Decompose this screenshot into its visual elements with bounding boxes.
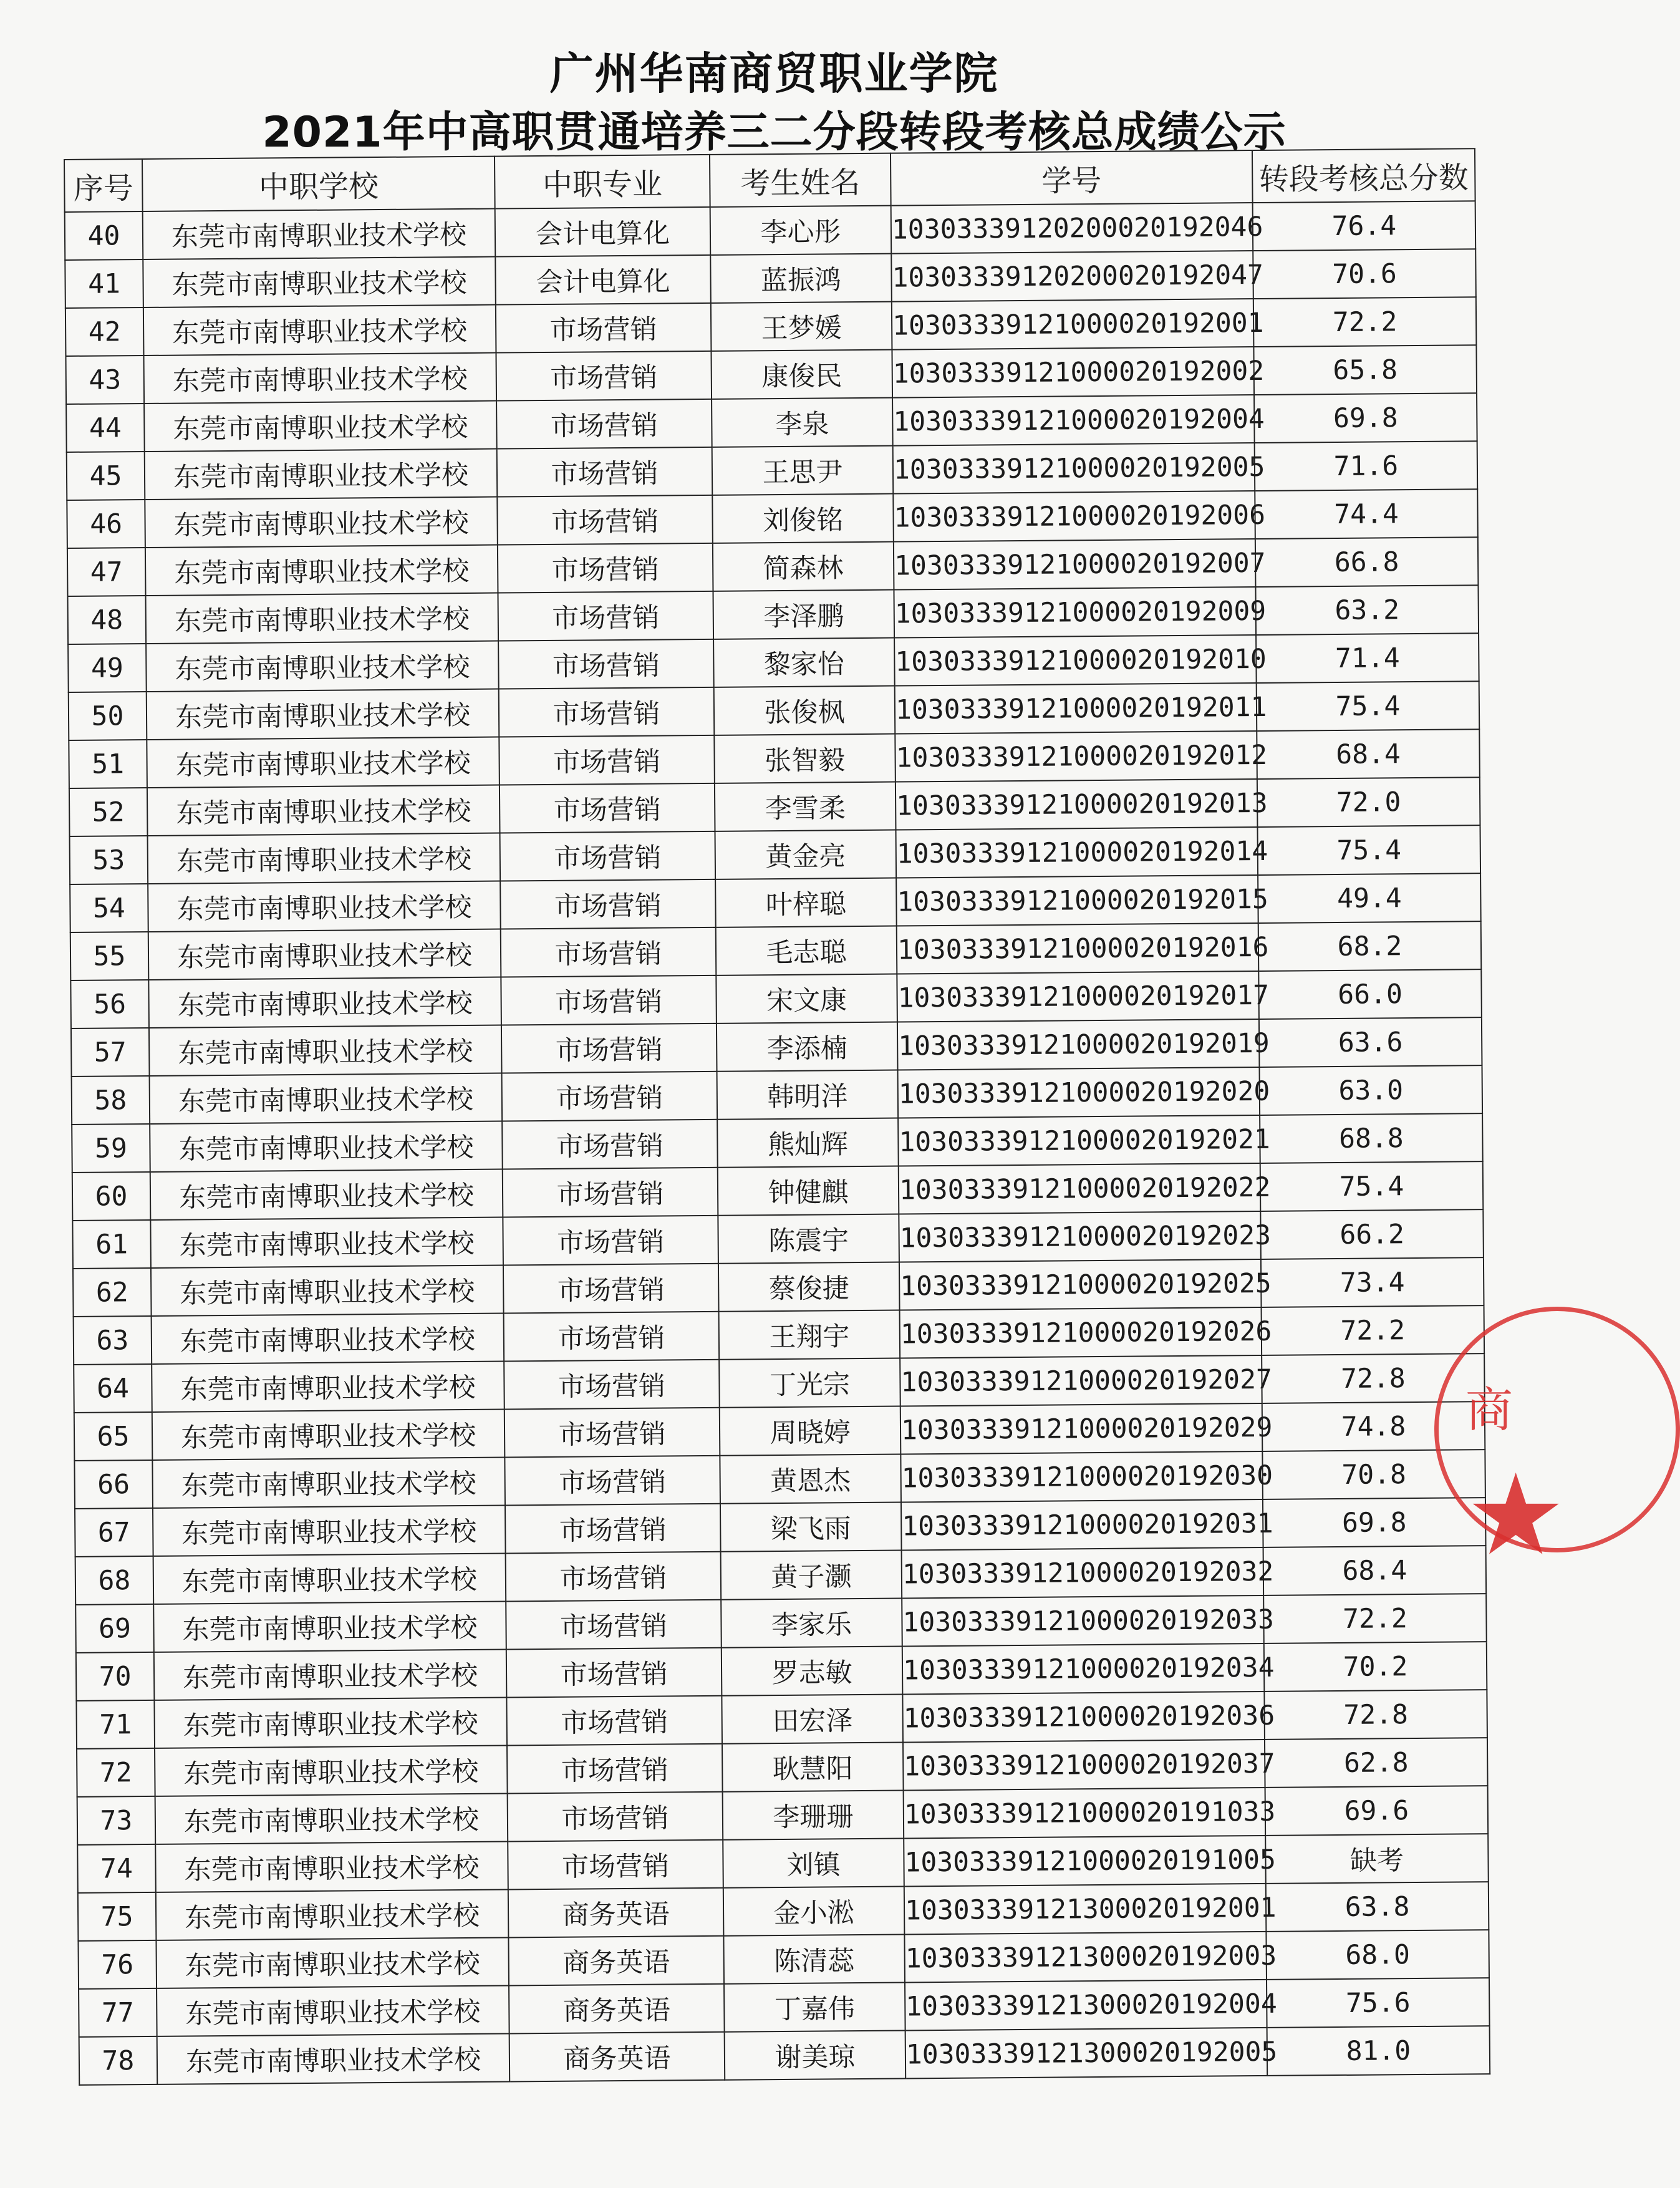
- cell-score: 68.8: [1260, 1113, 1483, 1163]
- header-major: 中职专业: [495, 155, 710, 209]
- cell-name: 谢美琼: [725, 2030, 906, 2079]
- cell-seq: 64: [74, 1364, 152, 1413]
- cell-score: 73.4: [1261, 1257, 1484, 1307]
- cell-school: 东莞市南博职业技术学校: [151, 1266, 504, 1316]
- cell-major: 市场营销: [503, 1264, 719, 1314]
- cell-student-id: 10303339121000020192005: [893, 443, 1255, 494]
- cell-school: 东莞市南博职业技术学校: [145, 449, 498, 500]
- cell-student-id: 10303339121000020192002: [892, 347, 1254, 398]
- cell-school: 东莞市南博职业技术学校: [156, 1937, 509, 1988]
- cell-name: 康俊民: [711, 350, 892, 399]
- cell-score: 63.2: [1255, 585, 1479, 635]
- cell-student-id: 10303339121300020192003: [904, 1932, 1267, 1983]
- cell-name: 刘俊铭: [712, 494, 894, 543]
- cell-name: 陈清蕊: [723, 1934, 905, 1983]
- cell-seq: 41: [65, 259, 143, 308]
- cell-school: 东莞市南博职业技术学校: [148, 881, 501, 932]
- cell-major: 市场营销: [501, 927, 717, 977]
- cell-seq: 54: [70, 884, 148, 932]
- cell-school: 东莞市南博职业技术学校: [152, 1410, 505, 1460]
- cell-name: 王翔宇: [719, 1310, 900, 1360]
- cell-seq: 49: [68, 644, 147, 692]
- cell-school: 东莞市南博职业技术学校: [148, 977, 501, 1028]
- cell-school: 东莞市南博职业技术学校: [143, 305, 496, 356]
- cell-score: 76.4: [1253, 201, 1476, 251]
- cell-score: 68.0: [1266, 1930, 1489, 1980]
- header-total-score: 转段考核总分数: [1252, 148, 1475, 203]
- cell-seq: 58: [72, 1076, 150, 1125]
- cell-score: 81.0: [1267, 2026, 1490, 2076]
- cell-name: 梁飞雨: [720, 1503, 902, 1552]
- cell-name: 陈震宇: [718, 1214, 899, 1264]
- cell-score: 66.2: [1260, 1209, 1484, 1259]
- cell-seq: 78: [79, 2036, 158, 2085]
- cell-score: 72.8: [1262, 1353, 1485, 1403]
- cell-school: 东莞市南博职业技术学校: [149, 1025, 502, 1076]
- cell-major: 市场营销: [496, 303, 712, 353]
- seal-text: 商: [1465, 1382, 1513, 1438]
- cell-score: 70.8: [1262, 1450, 1485, 1499]
- cell-school: 东莞市南博职业技术学校: [145, 545, 498, 596]
- cell-major: 市场营销: [497, 447, 713, 497]
- cell-name: 黎家怡: [713, 638, 895, 687]
- cell-major: 会计电算化: [495, 207, 711, 257]
- header-name: 考生姓名: [710, 153, 891, 207]
- cell-major: 市场营销: [498, 639, 714, 689]
- cell-major: 市场营销: [500, 783, 715, 833]
- cell-school: 东莞市南博职业技术学校: [153, 1554, 506, 1604]
- cell-school: 东莞市南博职业技术学校: [147, 737, 500, 788]
- cell-student-id: 10303339121000020192027: [900, 1355, 1262, 1406]
- cell-school: 东莞市南博职业技术学校: [153, 1602, 506, 1652]
- cell-seq: 43: [65, 356, 144, 404]
- cell-score: 72.2: [1263, 1594, 1487, 1643]
- cell-score: 63.0: [1259, 1065, 1482, 1115]
- cell-score: 70.6: [1253, 249, 1476, 299]
- cell-student-id: 10303339121000020192032: [902, 1547, 1264, 1599]
- cell-seq: 55: [70, 932, 149, 980]
- cell-major: 市场营销: [499, 735, 715, 785]
- cell-score: 72.0: [1257, 777, 1480, 827]
- cell-major: 市场营销: [496, 399, 712, 449]
- cell-seq: 45: [67, 452, 145, 500]
- cell-school: 东莞市南博职业技术学校: [150, 1169, 503, 1220]
- cell-student-id: 10303339121000020192004: [892, 395, 1255, 446]
- cell-student-id: 10303339121000020192023: [899, 1211, 1261, 1262]
- cell-student-id: 10303339121300020192001: [904, 1884, 1267, 1935]
- cell-student-id: 10303339121000020192020: [898, 1067, 1260, 1118]
- cell-name: 罗志敏: [722, 1647, 903, 1696]
- cell-school: 东莞市南博职业技术学校: [157, 1985, 509, 2036]
- cell-student-id: 10303339121000020192001: [892, 299, 1254, 350]
- header-student-id: 学号: [891, 150, 1253, 206]
- cell-score: 75.4: [1257, 681, 1480, 731]
- cell-school: 东莞市南博职业技术学校: [154, 1649, 507, 1700]
- cell-student-id: 10303339121000020192021: [898, 1115, 1260, 1166]
- header-seq: 序号: [64, 159, 143, 212]
- cell-score: 62.8: [1265, 1738, 1488, 1788]
- cell-student-id: 10303339121000020192036: [902, 1692, 1265, 1743]
- cell-school: 东莞市南博职业技术学校: [145, 497, 498, 548]
- cell-seq: 57: [71, 1028, 150, 1077]
- cell-major: 市场营销: [503, 1168, 718, 1217]
- cell-seq: 53: [70, 836, 148, 884]
- cell-name: 李家乐: [721, 1599, 902, 1648]
- cell-seq: 65: [74, 1412, 153, 1461]
- cell-score: 69.6: [1265, 1786, 1489, 1836]
- cell-score: 缺考: [1265, 1834, 1489, 1884]
- cell-student-id: 10303339121000020192022: [899, 1163, 1261, 1214]
- cell-score: 63.6: [1259, 1017, 1482, 1067]
- cell-school: 东莞市南博职业技术学校: [147, 689, 500, 740]
- cell-major: 市场营销: [500, 831, 716, 881]
- cell-school: 东莞市南博职业技术学校: [152, 1458, 505, 1508]
- cell-school: 东莞市南博职业技术学校: [144, 401, 497, 452]
- cell-major: 商务英语: [509, 2032, 725, 2082]
- cell-name: 黄金亮: [715, 830, 896, 879]
- cell-name: 刘镇: [723, 1839, 904, 1888]
- cell-seq: 59: [72, 1124, 150, 1173]
- cell-major: 商务英语: [508, 1888, 724, 1938]
- cell-name: 李珊珊: [723, 1791, 904, 1840]
- cell-student-id: 10303339121000020192030: [900, 1451, 1263, 1503]
- cell-seq: 77: [79, 1988, 157, 2037]
- cell-student-id: 10303339121000020192026: [900, 1307, 1262, 1358]
- cell-seq: 56: [70, 980, 149, 1029]
- cell-student-id: 10303339121000020192015: [896, 875, 1258, 926]
- cell-student-id: 10303339121000020192009: [894, 587, 1256, 638]
- cell-major: 市场营销: [506, 1696, 722, 1746]
- cell-school: 东莞市南博职业技术学校: [143, 353, 496, 404]
- cell-seq: 74: [77, 1844, 156, 1893]
- cell-student-id: 10303339121000020192037: [903, 1740, 1265, 1791]
- cell-major: 市场营销: [504, 1456, 720, 1506]
- cell-seq: 63: [74, 1316, 152, 1365]
- cell-score: 75.6: [1267, 1978, 1490, 2028]
- cell-student-id: 10303339121000020191005: [904, 1836, 1266, 1887]
- cell-name: 黄恩杰: [720, 1455, 901, 1504]
- cell-name: 耿慧阳: [722, 1743, 904, 1792]
- cell-score: 72.8: [1264, 1690, 1487, 1740]
- cell-school: 东莞市南博职业技术学校: [143, 257, 496, 307]
- cell-name: 周晓婷: [720, 1406, 901, 1456]
- cell-major: 市场营销: [506, 1648, 722, 1698]
- table-row: [79, 2026, 1490, 2085]
- cell-major: 市场营销: [506, 1600, 722, 1650]
- cell-student-id: 10303339121000020192013: [896, 779, 1258, 830]
- cell-score: 68.2: [1258, 921, 1482, 971]
- cell-school: 东莞市南博职业技术学校: [153, 1506, 506, 1556]
- cell-score: 74.4: [1255, 489, 1478, 539]
- cell-name: 王思尹: [712, 446, 894, 495]
- cell-seq: 52: [69, 788, 148, 836]
- cell-major: 市场营销: [496, 351, 712, 401]
- cell-school: 东莞市南博职业技术学校: [146, 641, 499, 692]
- cell-major: 商务英语: [508, 1936, 724, 1986]
- cell-score: 71.4: [1256, 633, 1479, 683]
- cell-seq: 69: [75, 1604, 154, 1653]
- cell-student-id: 10303339121000020191033: [904, 1788, 1266, 1839]
- cell-seq: 51: [69, 740, 147, 788]
- cell-seq: 60: [72, 1172, 151, 1221]
- cell-score: 65.8: [1253, 345, 1477, 395]
- cell-name: 简森林: [713, 542, 894, 591]
- cell-score: 66.8: [1255, 537, 1479, 587]
- cell-student-id: 10303339121000020192033: [902, 1595, 1264, 1647]
- cell-name: 田宏泽: [722, 1695, 903, 1744]
- cell-student-id: 10303339120200020192046: [891, 203, 1253, 254]
- cell-seq: 61: [72, 1220, 151, 1269]
- cell-score: 68.4: [1263, 1546, 1487, 1595]
- cell-major: 市场营销: [501, 1024, 717, 1073]
- cell-score: 72.2: [1253, 297, 1477, 347]
- document-subtitle: 2021年中高职贯通培养三二分段转段考核总成绩公示: [262, 108, 1287, 157]
- cell-major: 市场营销: [502, 1072, 718, 1121]
- cell-seq: 48: [68, 596, 147, 644]
- cell-student-id: 10303339121000020192014: [896, 827, 1258, 878]
- cell-school: 东莞市南博职业技术学校: [146, 593, 499, 644]
- cell-seq: 42: [65, 307, 144, 356]
- cell-seq: 73: [77, 1796, 156, 1845]
- cell-major: 市场营销: [508, 1840, 723, 1890]
- cell-seq: 71: [76, 1700, 155, 1749]
- cell-student-id: 10303339121300020192005: [905, 2028, 1268, 2079]
- cell-major: 市场营销: [504, 1360, 720, 1410]
- cell-school: 东莞市南博职业技术学校: [156, 1889, 509, 1940]
- cell-student-id: 10303339121000020192007: [894, 539, 1256, 590]
- cell-name: 宋文康: [716, 974, 897, 1024]
- cell-student-id: 10303339121000020192025: [899, 1259, 1262, 1310]
- cell-seq: 76: [78, 1940, 157, 1989]
- cell-major: 会计电算化: [495, 255, 711, 305]
- cell-school: 东莞市南博职业技术学校: [155, 1841, 508, 1892]
- cell-score: 75.4: [1257, 825, 1480, 875]
- cell-school: 东莞市南博职业技术学校: [147, 785, 500, 836]
- cell-name: 李泉: [712, 398, 893, 447]
- cell-score: 69.8: [1254, 393, 1477, 443]
- cell-major: 市场营销: [506, 1552, 722, 1602]
- cell-seq: 68: [75, 1556, 154, 1605]
- cell-major: 市场营销: [504, 1312, 720, 1362]
- cell-student-id: 10303339121000020192029: [900, 1403, 1263, 1455]
- cell-major: 市场营销: [499, 687, 715, 737]
- cell-major: 商务英语: [509, 1984, 725, 2034]
- cell-school: 东莞市南博职业技术学校: [148, 929, 501, 980]
- cell-student-id: 10303339121000020192010: [894, 635, 1257, 686]
- cell-student-id: 10303339120200020192047: [891, 251, 1253, 302]
- cell-name: 韩明洋: [717, 1070, 899, 1120]
- cell-school: 东莞市南博职业技术学校: [155, 1745, 508, 1796]
- cell-name: 李雪柔: [715, 782, 896, 831]
- cell-name: 李心彤: [710, 206, 892, 255]
- cell-student-id: 10303339121000020192017: [897, 971, 1259, 1022]
- cell-student-id: 10303339121000020192034: [902, 1643, 1265, 1695]
- cell-name: 丁光宗: [719, 1358, 900, 1408]
- cell-student-id: 10303339121000020192011: [895, 683, 1257, 734]
- cell-score: 68.4: [1257, 729, 1480, 779]
- table-body: [65, 201, 1490, 2085]
- header-school: 中职学校: [142, 157, 495, 211]
- cell-school: 东莞市南博职业技术学校: [152, 1314, 504, 1364]
- cell-major: 市场营销: [505, 1504, 721, 1554]
- cell-name: 黄子灏: [721, 1551, 902, 1600]
- cell-name: 熊灿辉: [717, 1118, 899, 1168]
- cell-seq: 46: [67, 500, 145, 548]
- cell-name: 王梦媛: [711, 302, 892, 351]
- cell-student-id: 10303339121000020192012: [895, 731, 1257, 782]
- cell-student-id: 10303339121000020192019: [897, 1019, 1260, 1070]
- cell-seq: 75: [78, 1892, 157, 1941]
- cell-major: 市场营销: [497, 495, 713, 545]
- cell-score: 49.4: [1258, 873, 1481, 923]
- cell-score: 75.4: [1260, 1161, 1484, 1211]
- cell-seq: 40: [65, 211, 143, 260]
- cell-student-id: 10303339121300020192004: [905, 1980, 1267, 2031]
- cell-major: 市场营销: [500, 879, 716, 929]
- cell-student-id: 10303339121000020192006: [893, 491, 1255, 542]
- cell-seq: 47: [67, 548, 146, 596]
- cell-school: 东莞市南博职业技术学校: [150, 1217, 503, 1268]
- cell-major: 市场营销: [498, 543, 713, 593]
- cell-school: 东莞市南博职业技术学校: [150, 1121, 503, 1172]
- cell-name: 李添楠: [717, 1022, 898, 1072]
- cell-score: 72.2: [1262, 1305, 1485, 1355]
- cell-school: 东莞市南博职业技术学校: [155, 1793, 508, 1844]
- cell-major: 市场营销: [508, 1792, 723, 1842]
- cell-seq: 50: [69, 692, 147, 740]
- cell-student-id: 10303339121000020192016: [897, 923, 1259, 974]
- cell-score: 63.8: [1266, 1882, 1489, 1932]
- cell-name: 金小淞: [723, 1887, 905, 1936]
- cell-seq: 62: [73, 1268, 152, 1317]
- cell-score: 74.8: [1262, 1401, 1485, 1451]
- cell-name: 丁嘉伟: [724, 1982, 905, 2031]
- cell-name: 钟健麒: [718, 1166, 899, 1216]
- cell-school: 东莞市南博职业技术学校: [154, 1697, 507, 1748]
- cell-school: 东莞市南博职业技术学校: [143, 209, 496, 259]
- cell-score: 66.0: [1258, 969, 1482, 1019]
- cell-name: 毛志聪: [716, 926, 897, 975]
- cell-name: 蔡俊捷: [718, 1262, 900, 1312]
- cell-score: 69.8: [1263, 1498, 1486, 1547]
- cell-name: 张俊枫: [714, 686, 896, 735]
- seal-star-icon: ★: [1465, 1450, 1567, 1580]
- cell-name: 李泽鹏: [713, 590, 894, 639]
- cell-school: 东莞市南博职业技术学校: [152, 1362, 504, 1412]
- cell-seq: 44: [66, 404, 145, 452]
- cell-seq: 67: [75, 1508, 153, 1557]
- cell-name: 蓝振鸿: [710, 254, 892, 303]
- cell-major: 市场营销: [502, 1120, 718, 1169]
- cell-name: 张智毅: [714, 734, 896, 783]
- score-table: [64, 148, 1490, 2086]
- cell-major: 市场营销: [501, 975, 717, 1025]
- cell-score: 70.2: [1264, 1642, 1487, 1692]
- cell-seq: 72: [77, 1748, 155, 1797]
- cell-student-id: 10303339121000020192031: [901, 1499, 1263, 1551]
- cell-school: 东莞市南博职业技术学校: [157, 2033, 510, 2084]
- cell-major: 市场营销: [503, 1216, 718, 1266]
- cell-major: 市场营销: [507, 1744, 723, 1794]
- cell-seq: 70: [76, 1652, 155, 1701]
- cell-major: 市场营销: [504, 1408, 720, 1458]
- cell-name: 叶梓聪: [715, 878, 897, 927]
- cell-school: 东莞市南博职业技术学校: [150, 1073, 503, 1124]
- cell-major: 市场营销: [498, 591, 713, 641]
- cell-school: 东莞市南博职业技术学校: [148, 833, 501, 884]
- document-title: 广州华南商贸职业学院: [549, 48, 999, 99]
- cell-seq: 66: [74, 1460, 153, 1509]
- cell-score: 71.6: [1255, 441, 1478, 491]
